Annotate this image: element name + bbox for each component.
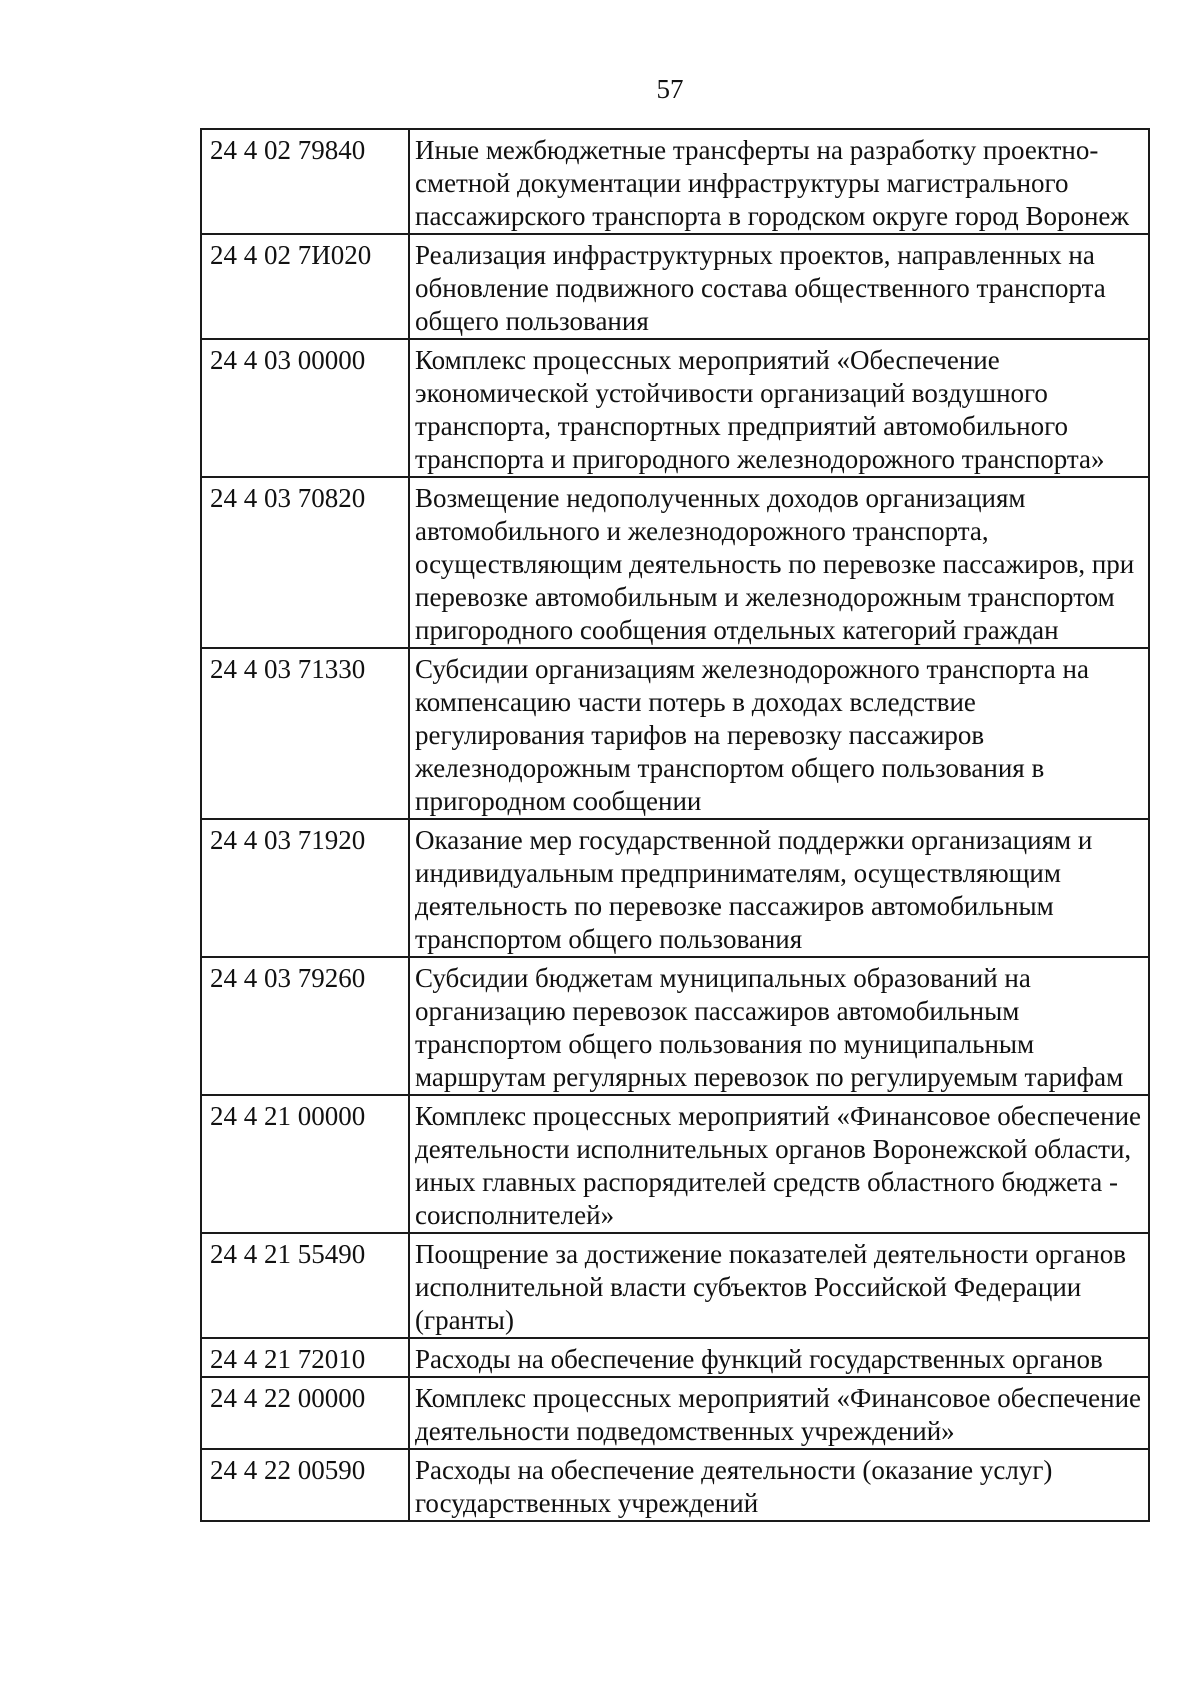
code-cell: 24 4 02 79840 (201, 129, 409, 234)
description-cell: Комплекс процессных мероприятий «Обеспечение экономической устойчивости организаций воздушного транспорта, транспортных предприятий автомобильного транспорта и пригородного железнодорожного транспорта» (409, 339, 1149, 477)
table-row (201, 1338, 1149, 1377)
budget-classification-table (200, 128, 1150, 1522)
page-number: 57 (656, 74, 684, 104)
table-row (201, 477, 1149, 648)
description-cell: Комплекс процессных мероприятий «Финансовое обеспечение деятельности подведомственных учреждений» (409, 1377, 1149, 1449)
table-body (201, 129, 1149, 1521)
description-cell: Оказание мер государственной поддержки организациям и индивидуальным предпринимателям, осуществляющим деятельность по перевозке пассажиров автомобильным транспортом общего пользования (409, 819, 1149, 957)
table-row (201, 819, 1149, 957)
table-row (201, 129, 1149, 234)
table-row (201, 1233, 1149, 1338)
description-cell: Комплекс процессных мероприятий «Финансовое обеспечение деятельности исполнительных органов Воронежской области, иных главных распорядителей средств областного бюджета - соисполнителей» (409, 1095, 1149, 1233)
table-row (201, 339, 1149, 477)
code-cell: 24 4 03 71920 (201, 819, 409, 957)
table-row (201, 648, 1149, 819)
code-cell: 24 4 03 70820 (201, 477, 409, 648)
code-cell: 24 4 03 79260 (201, 957, 409, 1095)
code-cell: 24 4 21 55490 (201, 1233, 409, 1338)
table-row (201, 1449, 1149, 1521)
code-cell: 24 4 21 72010 (201, 1338, 409, 1377)
table-row (201, 1377, 1149, 1449)
description-cell: Возмещение недополученных доходов организациям автомобильного и железнодорожного транспорта, осуществляющим деятельность по перевозке пассажиров, при перевозке автомобильным и железнодорожным транспортом пригородного сообщения отдельных категорий граждан (409, 477, 1149, 648)
description-cell: Реализация инфраструктурных проектов, направленных на обновление подвижного состава общественного транспорта общего пользования (409, 234, 1149, 339)
description-cell: Субсидии организациям железнодорожного транспорта на компенсацию части потерь в доходах вследствие регулирования тарифов на перевозку пассажиров железнодорожным транспортом общего пользования в пригородном сообщении (409, 648, 1149, 819)
description-cell: Иные межбюджетные трансферты на разработку проектно-сметной документации инфраструктуры магистрального пассажирского транспорта в городском округе город Воронеж (409, 129, 1149, 234)
table-row (201, 1095, 1149, 1233)
code-cell: 24 4 02 7И020 (201, 234, 409, 339)
code-cell: 24 4 22 00000 (201, 1377, 409, 1449)
table-row (201, 234, 1149, 339)
code-cell: 24 4 22 00590 (201, 1449, 409, 1521)
code-cell: 24 4 03 71330 (201, 648, 409, 819)
code-cell: 24 4 21 00000 (201, 1095, 409, 1233)
code-cell: 24 4 03 00000 (201, 339, 409, 477)
description-cell: Расходы на обеспечение деятельности (оказание услуг) государственных учреждений (409, 1449, 1149, 1521)
description-cell: Поощрение за достижение показателей деятельности органов исполнительной власти субъектов Российской Федерации (гранты) (409, 1233, 1149, 1338)
description-cell: Расходы на обеспечение функций государственных органов (409, 1338, 1149, 1377)
description-cell: Субсидии бюджетам муниципальных образований на организацию перевозок пассажиров автомобильным транспортом общего пользования по муниципальным маршрутам регулярных перевозок по регулируемым тарифам (409, 957, 1149, 1095)
table-row (201, 957, 1149, 1095)
